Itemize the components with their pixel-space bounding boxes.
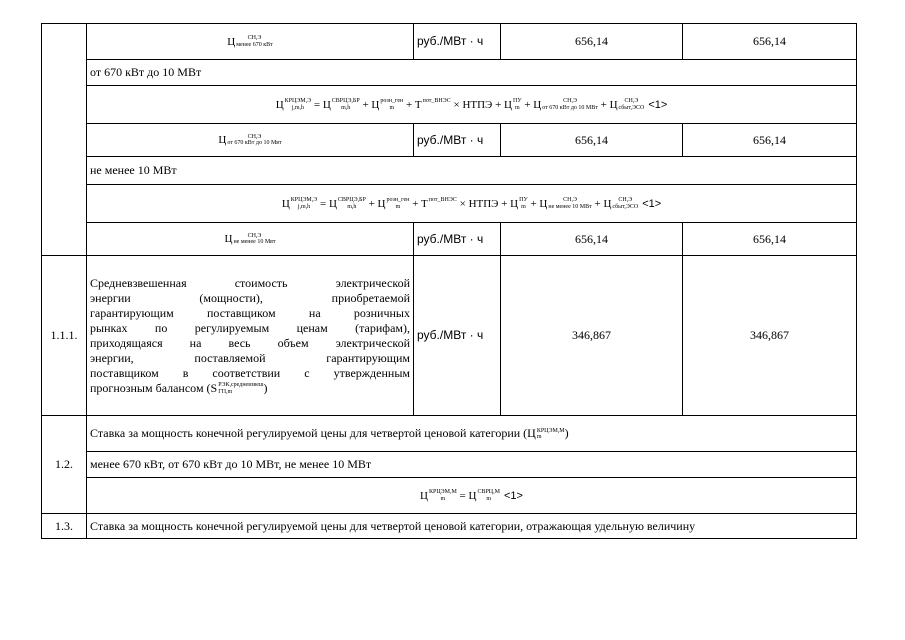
table-row xyxy=(42,86,857,124)
table-row xyxy=(42,24,857,60)
description-line: приходящаяся на весь объем электрической xyxy=(90,335,410,350)
unit-cell: руб./МВт · ч xyxy=(414,223,501,256)
row-number-cell xyxy=(42,24,87,256)
description-line: Средневзвешенная стоимость электрической xyxy=(90,275,410,290)
formula-cell: Ц КРЦЭМ,Э j,m,h = Ц СВРЦЭ,БР m,h + Ц розн_ген m + Т пот_ВНЭС × НТПЭ + Ц ПУ m + Ц СН,Э не менее 10 МВт + Ц СН,Э сбыт,ЭСО <1> xyxy=(87,185,857,223)
value-cell: 656,14 xyxy=(683,124,857,157)
table-row xyxy=(42,60,857,86)
row-number: 1.1.1. xyxy=(42,256,87,416)
formula-symbol-cell xyxy=(87,24,414,60)
row-number: 1.2. xyxy=(42,416,87,514)
category-label: от 670 кВт до 10 МВт xyxy=(87,60,857,86)
value-cell: 656,14 xyxy=(683,24,857,60)
description-cell xyxy=(87,256,414,416)
table-row xyxy=(42,452,857,478)
footnote-ref: <1> xyxy=(648,98,668,111)
category-label: менее 670 кВт, от 670 кВт до 10 МВт, не менее 10 МВт xyxy=(87,452,857,478)
table-row xyxy=(42,124,857,157)
symbol-superscript: СН,Э xyxy=(247,35,262,42)
formula-cell: Ц КРЦЭМ,М m = Ц СВРЦ,М m <1> xyxy=(87,478,857,514)
formula-symbol-cell: Ц СН,Э от 670 кВт до 10 Мвт xyxy=(87,124,414,157)
description-line: поставщиком в соответствии с утвержденным xyxy=(90,365,410,380)
table-row xyxy=(42,416,857,452)
unit-cell: руб./МВт · ч xyxy=(414,124,501,157)
description-line: энергии (мощности), приобретаемой xyxy=(90,290,410,305)
table-row xyxy=(42,223,857,256)
table-row xyxy=(42,478,857,514)
formula-symbol-cell: Ц СН,Э не менее 10 Мвт xyxy=(87,223,414,256)
category-label: не менее 10 МВт xyxy=(87,157,857,185)
value-cell: 656,14 xyxy=(501,24,683,60)
symbol-subscript: менее 670 кВт xyxy=(236,41,273,48)
unit-cell: руб./МВт · ч xyxy=(414,24,501,60)
formula-cell: Ц КРЦЭМ,Э j,m,h = Ц СВРЦЭ,БР m,h + Ц розн_ген m + Т пот_ВНЭС × НТПЭ + Ц ПУ m + Ц СН,Э от 670 кВт до 10 МВт + Ц СН,Э сбыт,ЭСО <1> xyxy=(87,86,857,124)
section-title: Ставка за мощность конечной регулируемой цены для четвертой ценовой категории (Ц КРЦЭМ,М m ) xyxy=(87,416,857,452)
value-cell: 346,867 xyxy=(683,256,857,416)
table-row xyxy=(42,185,857,223)
footnote-ref: <1> xyxy=(503,489,523,502)
description-line: гарантирующим поставщиком на розничных xyxy=(90,305,410,320)
value-cell: 346,867 xyxy=(501,256,683,416)
description-line: прогнозным балансом (S РЭК,средневзвеш ГП,m ) xyxy=(90,380,268,395)
table-row xyxy=(42,514,857,539)
row-number: 1.3. xyxy=(42,514,87,539)
description-line: рынках по регулируемым ценам (тарифам), xyxy=(90,320,410,335)
table-row xyxy=(42,256,857,416)
table-row xyxy=(42,157,857,185)
unit-cell: руб./МВт · ч xyxy=(414,256,501,416)
value-cell: 656,14 xyxy=(683,223,857,256)
value-cell: 656,14 xyxy=(501,124,683,157)
section-title: Ставка за мощность конечной регулируемой цены для четвертой ценовой категории, отражающая удельную величину xyxy=(87,514,857,539)
price-symbol: Ц xyxy=(227,35,236,48)
value-cell: 656,14 xyxy=(501,223,683,256)
tariff-table xyxy=(41,23,857,539)
description-line: энергии, поставляемой гарантирующим xyxy=(90,350,410,365)
footnote-ref: <1> xyxy=(642,197,662,210)
